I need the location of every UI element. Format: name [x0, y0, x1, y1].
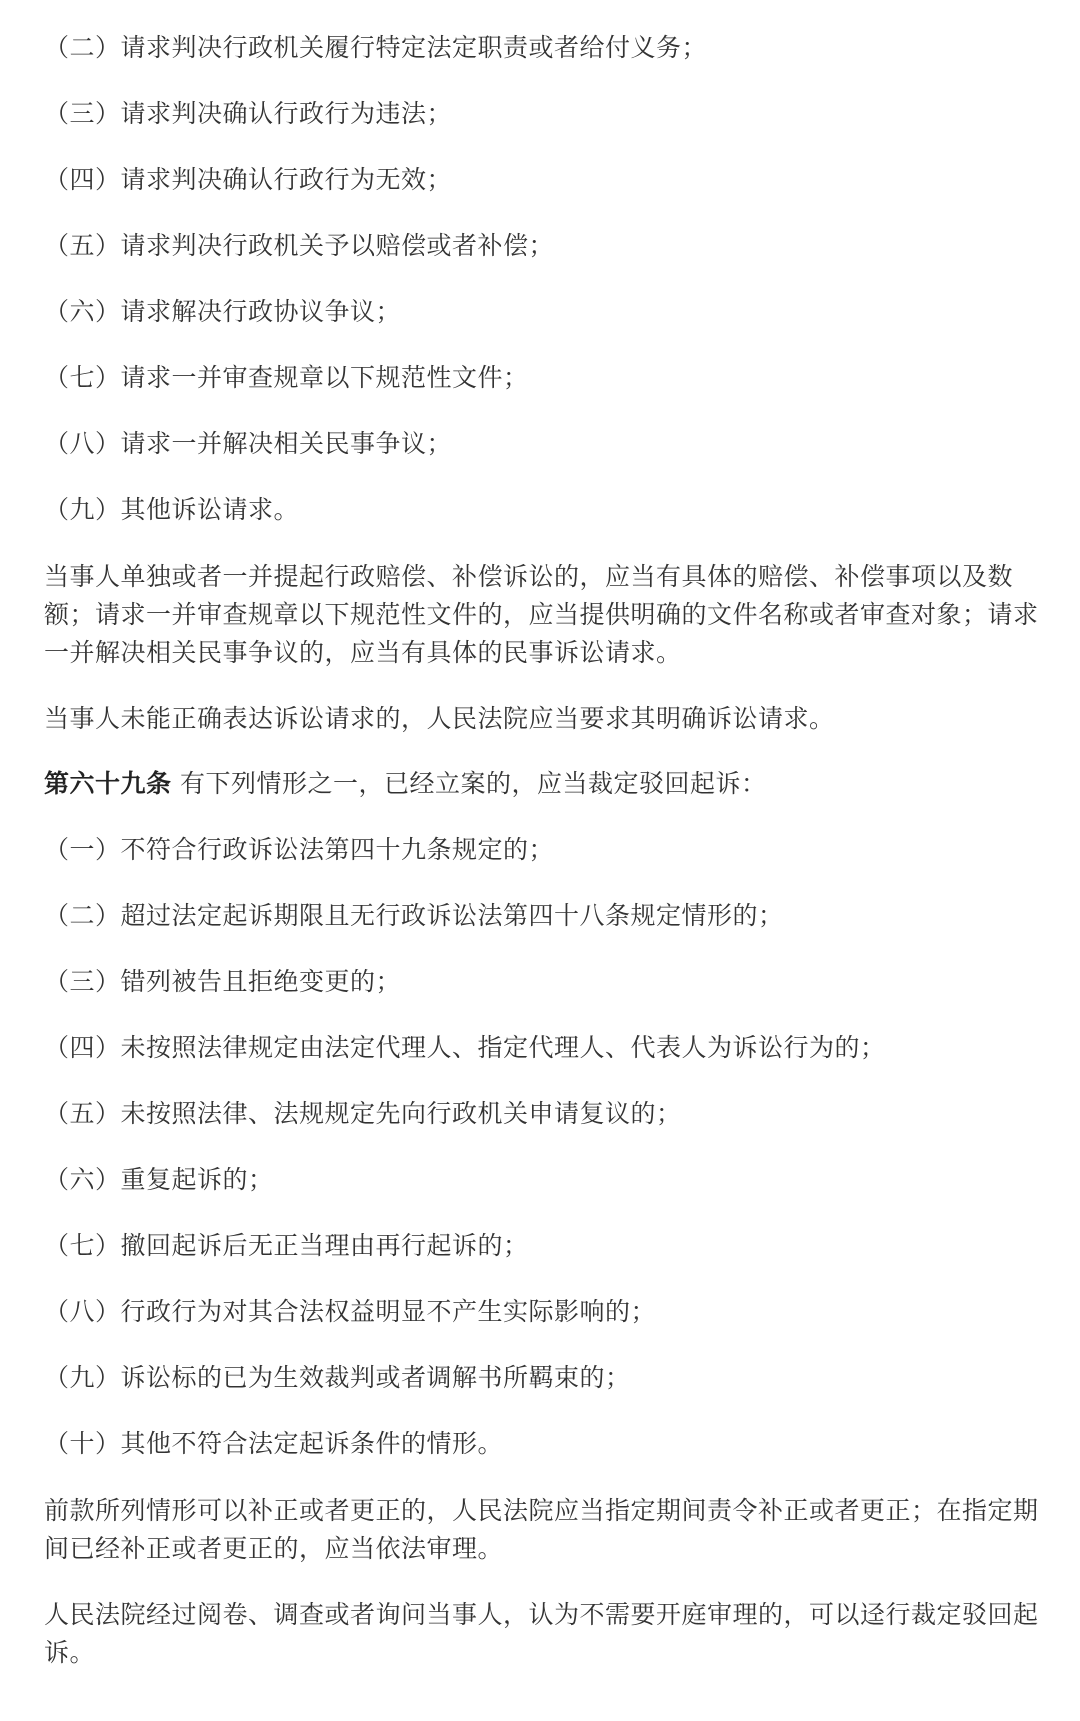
- list-item: （三）错列被告且拒绝变更的；: [44, 967, 402, 996]
- list-item: （三）请求判决确认行政行为违法；: [44, 99, 453, 128]
- list-item: （四）请求判决确认行政行为无效；: [44, 165, 453, 194]
- list-item: （九）其他诉讼请求。: [44, 495, 300, 524]
- article-number: 第六十九条: [44, 769, 172, 798]
- list-item: （五）未按照法律、法规规定先向行政机关申请复议的；: [44, 1099, 682, 1128]
- list-item: （八）请求一并解决相关民事争议；: [44, 429, 453, 458]
- paragraph-clarify-claims: 当事人未能正确表达诉讼请求的，人民法院应当要求其明确诉讼请求。: [44, 704, 835, 733]
- list-item: （六）请求解决行政协议争议；: [44, 297, 402, 326]
- list-item: （四）未按照法律规定由法定代理人、指定代理人、代表人为诉讼行为的；: [44, 1033, 886, 1062]
- list-item: （五）请求判决行政机关予以赔偿或者补偿；: [44, 231, 555, 260]
- list-item: （七）请求一并审查规章以下规范性文件；: [44, 363, 529, 392]
- list-item: （一）不符合行政诉讼法第四十九条规定的；: [44, 835, 555, 864]
- paragraph-compensation-claims: 当事人单独或者一并提起行政赔偿、补偿诉讼的，应当有具体的赔偿、补偿事项以及数额；请求一并审查规章以下规范性文件的，应当提供明确的文件名称或者审查对象；请求一并解决相关民事争议的，应当有具体的民事诉讼请求。: [44, 562, 1039, 667]
- paragraph-correction: 前款所列情形可以补正或者更正的，人民法院应当指定期间责令补正或者更正；在指定期间已经补正或者更正的，应当依法审理。: [44, 1496, 1039, 1563]
- list-item: （八）行政行为对其合法权益明显不产生实际影响的；: [44, 1297, 657, 1326]
- list-item: （六）重复起诉的；: [44, 1165, 274, 1194]
- list-item: （二）超过法定起诉期限且无行政诉讼法第四十八条规定情形的；: [44, 901, 784, 930]
- article-heading: [44, 766, 1044, 802]
- article-text: 有下列情形之一，已经立案的，应当裁定驳回起诉：: [171, 769, 767, 798]
- list-item: （九）诉讼标的已为生效裁判或者调解书所羁束的；: [44, 1363, 631, 1392]
- paragraph-dismissal: 人民法院经过阅卷、调查或者询问当事人，认为不需要开庭审理的，可以迳行裁定驳回起诉。: [44, 1600, 1039, 1667]
- list-item: （十）其他不符合法定起诉条件的情形。: [44, 1429, 504, 1458]
- list-item: （七）撤回起诉后无正当理由再行起诉的；: [44, 1231, 529, 1260]
- list-item: （二）请求判决行政机关履行特定法定职责或者给付义务；: [44, 33, 708, 62]
